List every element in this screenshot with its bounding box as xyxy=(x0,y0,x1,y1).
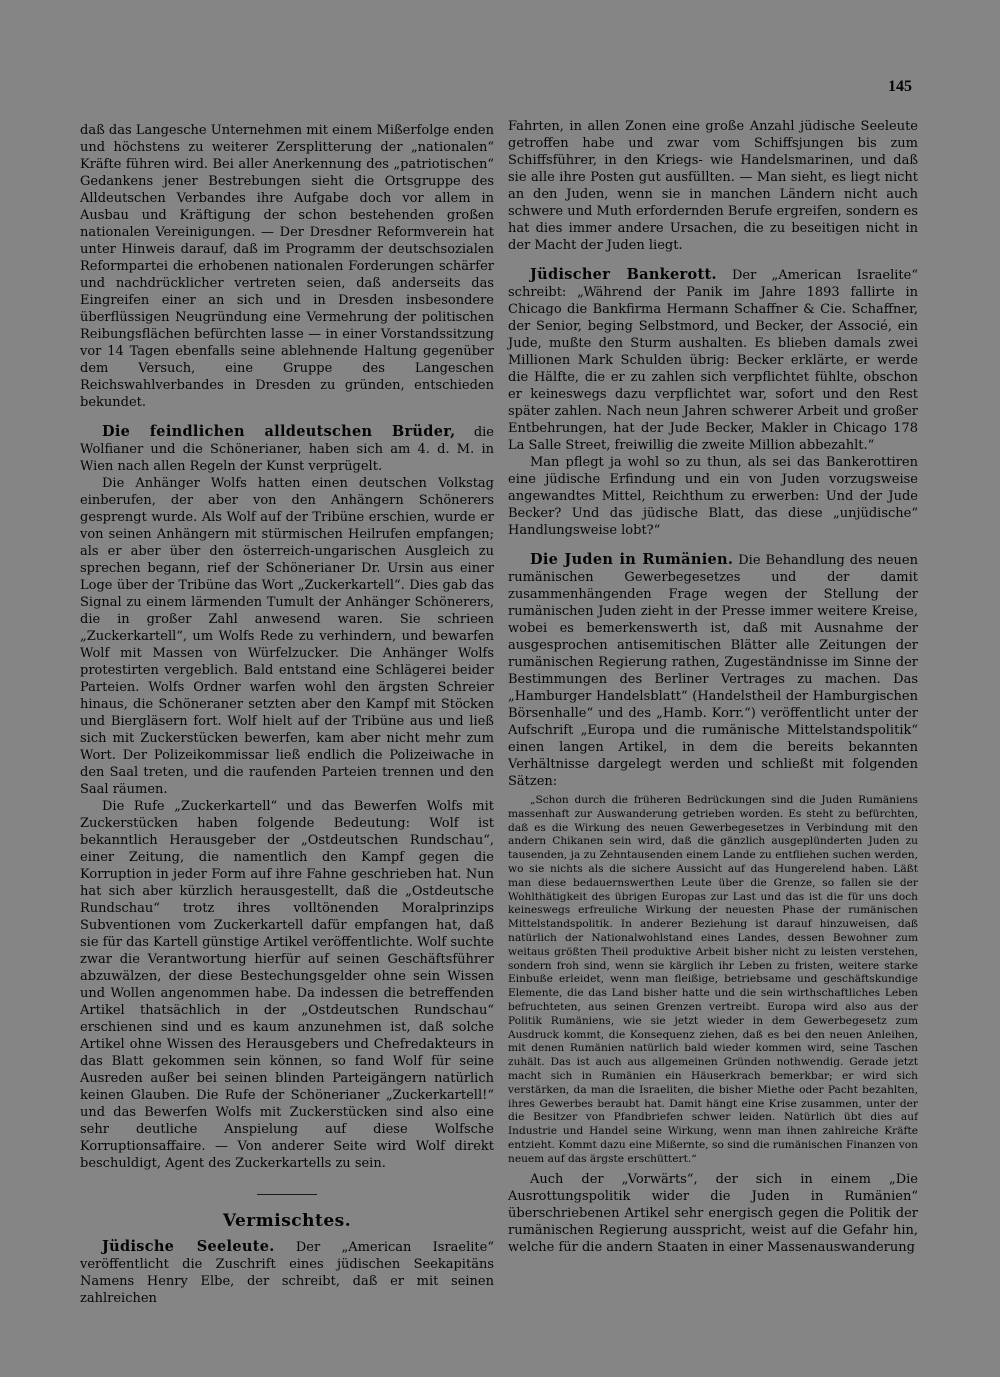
article-lead: Die Behandlung des neuen rumänischen Gewerbegesetzes und der damit zusammenhängenden Frage wegen der Stellung der rumänischen Juden zieht in der Presse immer weitere Kreise, wobei es bemerkenswerth ist, daß mit Ausnahme der ausgesprochen antisemitischen Blätter alle Zeitungen der rumänischen Regierung rathen, Zugeständnisse im Sinne der Bestimmungen des Berliner Vertrages zu machen. Das „Hamburger Handelsblatt“ (Handelstheil der Hamburgischen Börsenhalle“ und des „Hamb. Korr.“) veröffentlicht unter der Aufschrift „Europa und die rumänische Mittelstandspolitik“ einen langen Artikel, in dem die bereits bekannten Verhältnisse dargelegt werden und schließt mit folgenden Sätzen: xyxy=(508,553,918,789)
article-heading: Die Juden in Rumänien. xyxy=(530,551,734,568)
article-heading: Die feindlichen alldeutschen Brüder, xyxy=(102,423,456,440)
article-heading: Jüdischer Bankerott. xyxy=(530,266,717,283)
block-quote: „Schon durch die früheren Bedrückungen sind die Juden Rumäniens massenhaft zur Auswanderung getrieben worden. Es steht zu befürchten, daß es die Wirkung des neuen Gewerbegesetzes in Verbindung mit den andern Chikanen sein wird, daß die gänzlich ausgeplünderten Juden zu tausenden, ja zu Zehntausenden einem Lande zu entfliehen suchen werden, wo sie nichts als die sichere Aussicht auf das Hungerelend haben. Läßt man diese bedauernswerthen Leute über die Grenze, so fallen sie der Wohlthätigkeit des übrigen Europas zur Last und das ist die für uns doch keineswegs erfreuliche Wirkung der neuesten Phase der rumänischen Mittelstandspolitik. In anderer Beziehung ist darauf hinzuweisen, daß natürlich der Nationalwohlstand eines Landes, dessen Bewohner zum weitaus größten Theil produktive Arbeit bisher nicht zu leisten verstehen, sondern froh sind, wenn sie kärglich ihr Leben zu fristen, weitere starke Einbuße erleidet, wenn man fleißige, betriebsame und geschäftskundige Elemente, die das Land bisher hatte und die sein wirthschaftliches Leben befruchteten, aus seinen Grenzen vertreibt. Europa wird also aus der Politik Rumäniens, wie sie jetzt wieder in dem Gewerbegesetz zum Ausdruck kommt, die Konsequenz ziehen, daß es bei den neuen Anleihen, mit denen Rumänien natürlich bald wieder kommen wird, seine Taschen zuhält. Das ist auch aus allgemeinen Gründen nothwendig. Gerade jetzt macht sich in Rumänien ein Häuserkrach bemerkbar; er wird sich verstärken, da man die Israeliten, die bisher Miethe oder Pacht bezahlten, ihres Gewerbes beraubt hat. Damit hängt eine Krise zusammen, unter der die Besitzer von Pfandbriefen schwer leiden. Natürlich übt dies auf Industrie und Handel seine Wirkung, wenn man ihnen zahlreiche Kräfte entzieht. Kommt dazu eine Mißernte, so sind die rumänischen Finanzen von neuem auf das ärgste erschüttert.“ xyxy=(508,794,918,1165)
article-lead: Der „American Israelite“ veröffentlicht die Zuschrift eines jüdischen Seekapitäns Namens Henry Elbe, der schreibt, daß er mit seinen zahlreichen xyxy=(80,1240,494,1306)
article-rumaenien xyxy=(508,551,918,790)
left-column xyxy=(80,122,494,1307)
paragraph: Auch der „Vorwärts“, der sich in einem „Die Ausrottungspolitik wider die Juden in Rumänien“ überschriebenen Artikel sehr energisch gegen die Politik der rumänischen Regierung ausspricht, weist auf die Gefahr hin, welche für die andern Staaten in einer Massenauswanderung xyxy=(508,1171,918,1255)
divider xyxy=(257,1194,317,1195)
paragraph: Die Anhänger Wolfs hatten einen deutschen Volkstag einberufen, der aber von den Anhängern Schönerers gesprengt wurde. Als Wolf auf der Tribüne erschien, wurde er von seinen Anhängern mit stürmischen Heilrufen empfangen; als er aber über den österreich-ungarischen Ausgleich zu sprechen begann, rief der Schönerianer Dr. Ursin aus einer Loge über der Tribüne das Wort „Zuckerkartell“. Dies gab das Signal zu einem lärmenden Tumult der Anhänger Schönerers, die in großer Zahl anwesend waren. Sie schrieen „Zuckerkartell“, um Wolfs Rede zu verhindern, und bewarfen Wolf mit Massen von Würfelzucker. Die Anhänger Wolfs protestirten vergeblich. Bald entstand eine Schlägerei beider Parteien. Wolfs Ordner warfen wohl den ärgsten Schreier hinaus, die Schöneraner setzten aber den Kampf mit Stöcken und Biergläsern fort. Wolf hielt auf der Tribüne aus und ließ sich mit Zuckerstücken bewerfen, kam aber nicht mehr zum Wort. Der Polizeikommissar ließ endlich die Polizeiwache in den Saal treten, und die raufenden Parteien trennen und den Saal räumen. xyxy=(80,476,494,797)
paragraph: Man pflegt ja wohl so zu thun, als sei das Bankerottiren eine jüdische Erfindung und ein von Juden vorzugsweise angewandtes Mittel, Reichthum zu erwerben: Und der Jude Becker? Und das jüdische Blatt, das diese „unjüdische“ Handlungsweise lobt?“ xyxy=(508,455,918,538)
paragraph: daß das Langesche Unternehmen mit einem Mißerfolge enden und höchstens zu weiterer Zersplitterung der „nationalen“ Kräfte führen wird. Bei aller Anerkennung des „patriotischen“ Gedankens jener Bestrebungen sieht die Ortsgruppe des Alldeutschen Verbandes ihre Aufgabe doch vor allem in Ausbau und Kräftigung der schon bestehenden großen nationalen Vereinigungen. — Der Dresdner Reformverein hat unter Hinweis darauf, daß im Programm der deutschsozialen Reformpartei die erhobenen nationalen Forderungen schärfer und nachdrücklicher vertreten seien, daß anderseits das Eingreifen einer an sich und in Dresden insbesondere überflüssigen Neugründung eine Vermehrung der politischen Reibungsflächen befürchten lasse — in einer Vorstandssitzung vor 14 Tagen ebenfalls seine ablehnende Haltung gegenüber dem Versuch, eine Gruppe des Langeschen Reichswahlverbandes in Dresden zu gründen, entschieden bekundet. xyxy=(80,123,494,410)
paragraph: Fahrten, in allen Zonen eine große Anzahl jüdische Seeleute getroffen habe und zwar vom Schiffsjungen bis zum Schiffsführer, in den Kriegs- wie Handelsmarinen, und daß sie alle ihre Posten gut ausfüllten. — Man sieht, es liegt nicht an den Juden, wenn sie in manchen Ländern nicht auch schwere und Muth erfordernden Berufe ergreifen, sondern es hat dies immer andere Ursachen, die zu beseitigen nicht in der Macht der Juden liegt. xyxy=(508,119,918,253)
article-seeleute xyxy=(80,1238,494,1307)
article-heading: Jüdische Seeleute. xyxy=(102,1238,275,1255)
section-title: Vermischtes. xyxy=(222,1211,352,1231)
page-number: 145 xyxy=(888,78,912,95)
paragraph: Die Rufe „Zuckerkartell“ und das Bewerfen Wolfs mit Zuckerstücken haben folgende Bedeutung: Wolf ist bekanntlich Herausgeber der „Ostdeutschen Rundschau“, einer Zeitung, die namentlich den Kampf gegen die Korruption in jeder Form auf ihre Fahne geschrieben hat. Nun hat sich aber kürzlich herausgestellt, daß die „Ostdeutsche Rundschau“ trotz ihres volltönenden Moralprinzips Subventionen vom Zuckerkartell dafür empfangen hat, daß sie für das Kartell günstige Artikel veröffentlichte. Wolf suchte zwar die Verantwortung hierfür auf seinen Geschäftsführer abzuwälzen, der diese Bestechungsgelder ohne sein Wissen und Wollen angenommen habe. Da indessen die betreffenden Artikel thatsächlich in der „Ostdeutschen Rundschau“ erschienen sind und es kaum anzunehmen ist, daß solche Artikel ohne Wissen des Herausgebers und Chefredakteurs in das Blatt gekommen sein können, so fand Wolf für seine Ausreden außer bei seinen blinden Parteigängern natürlich keinen Glauben. Die Rufe der Schönerianer „Zuckerkartell!“ und das Bewerfen Wolfs mit Zuckerstücken sind also eine sehr deutliche Anspielung auf diese Wolfsche Korruptionsaffaire. — Von anderer Seite wird Wolf direkt beschuldigt, Agent des Zuckerkartells zu sein. xyxy=(80,799,494,1171)
right-column xyxy=(508,118,918,1256)
article-lead: die Wolfianer und die Schönerianer, haben sich am 4. d. M. in Wien nach allen Regeln der Kunst verprügelt. xyxy=(80,425,494,474)
article-brueder xyxy=(80,423,494,475)
article-lead: Der „American Israelite“ schreibt: „Während der Panik im Jahre 1893 fallirte in Chicago die Bankfirma Hermann Schaffner & Cie. Schaffner, der Senior, beging Selbstmord, und Becker, der Associé, ein Jude, mußte den Sturm aushalten. Es blieben damals zwei Millionen Mark Schulden übrig: Becker erklärte, er werde die Hälfte, die er zu zahlen sich verpflichtet fühlte, obschon er keineswegs dazu verpflichtet war, sofort und den Rest später zahlen. Nach neun Jahren schwerer Arbeit und großer Entbehrungen, hat der Jude Becker, Makler in Chicago 178 La Salle Street, freiwillig die zweite Million abbezahlt.“ xyxy=(508,268,918,453)
article-bankerott xyxy=(508,266,918,454)
